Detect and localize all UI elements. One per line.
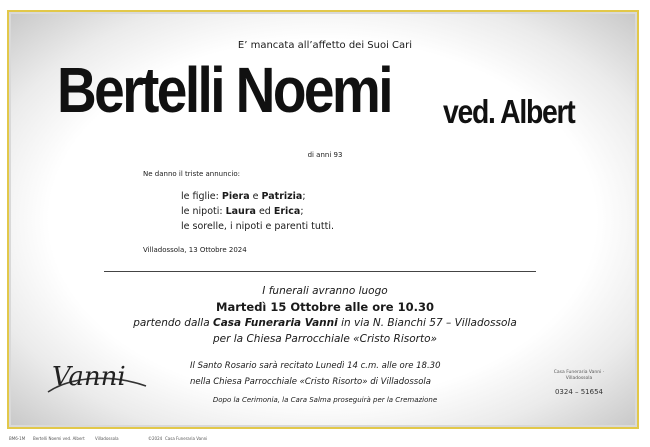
family-connector: e: [249, 191, 262, 202]
family-name: Piera: [221, 191, 250, 202]
funeral-datetime: Martedì 15 Ottobre alle ore 10.30: [216, 300, 434, 314]
cremation-note: Dopo la Cerimonia, la Cara Salma proseguirà per la Cremazione: [212, 396, 438, 404]
footer-code: BM6-1M: [9, 436, 26, 441]
funeral-departure: [0, 317, 650, 329]
family-end: ;: [300, 206, 304, 217]
departure-address: in via N. Bianchi 57 – Villadossola: [337, 317, 517, 329]
contact-block: Casa Funeraria Vanni · Villadossola: [553, 370, 605, 381]
footer-name: Bertelli Noemi ved. Albert: [33, 436, 85, 441]
name-suffix: ved. Albert: [443, 93, 575, 130]
funeral-home-name: Casa Funeraria Vanni: [212, 317, 338, 329]
contact-phone: 0324 – 51654: [554, 388, 604, 396]
family-line-granddaughters: [181, 206, 304, 217]
rosary-line-1: Il Santo Rosario sarà recitato Lunedì 14 c.m. alle ore 18.30: [190, 361, 441, 371]
announce-line: Ne danno il triste annuncio:: [143, 170, 240, 178]
family-prefix: le figlie:: [181, 191, 222, 202]
footer-place: Villadossola: [95, 436, 119, 441]
age-line: di anni 93: [307, 151, 343, 159]
family-line-daughters: [181, 191, 306, 202]
funeral-church: per la Chiesa Parrocchiale «Cristo Risorto»: [212, 333, 437, 345]
intro-line: E’ mancata all’affetto dei Suoi Cari: [237, 40, 413, 51]
divider: [104, 271, 536, 272]
rosary-line-2: nella Chiesa Parrocchiale «Cristo Risorto» di Villadossola: [190, 377, 431, 387]
footer-company: Casa Funeraria Vanni: [165, 436, 208, 441]
funeral-home-logo: Vanni: [52, 362, 126, 392]
family-line-others: le sorelle, i nipoti e parenti tutti.: [181, 221, 335, 232]
footer-year: ©2024: [148, 436, 163, 441]
family-name: Laura: [225, 206, 256, 217]
family-name: Patrizia: [261, 191, 303, 202]
family-prefix: le nipoti:: [181, 206, 226, 217]
family-end: ;: [302, 191, 306, 202]
funeral-intro: I funerali avranno luogo: [262, 285, 388, 297]
departure-pre: partendo dalla: [133, 317, 213, 329]
place-date: Villadossola, 13 Ottobre 2024: [143, 246, 247, 254]
family-connector: ed: [255, 206, 274, 217]
deceased-name: Bertelli Noemi: [57, 54, 391, 126]
family-name: Erica: [273, 206, 301, 217]
